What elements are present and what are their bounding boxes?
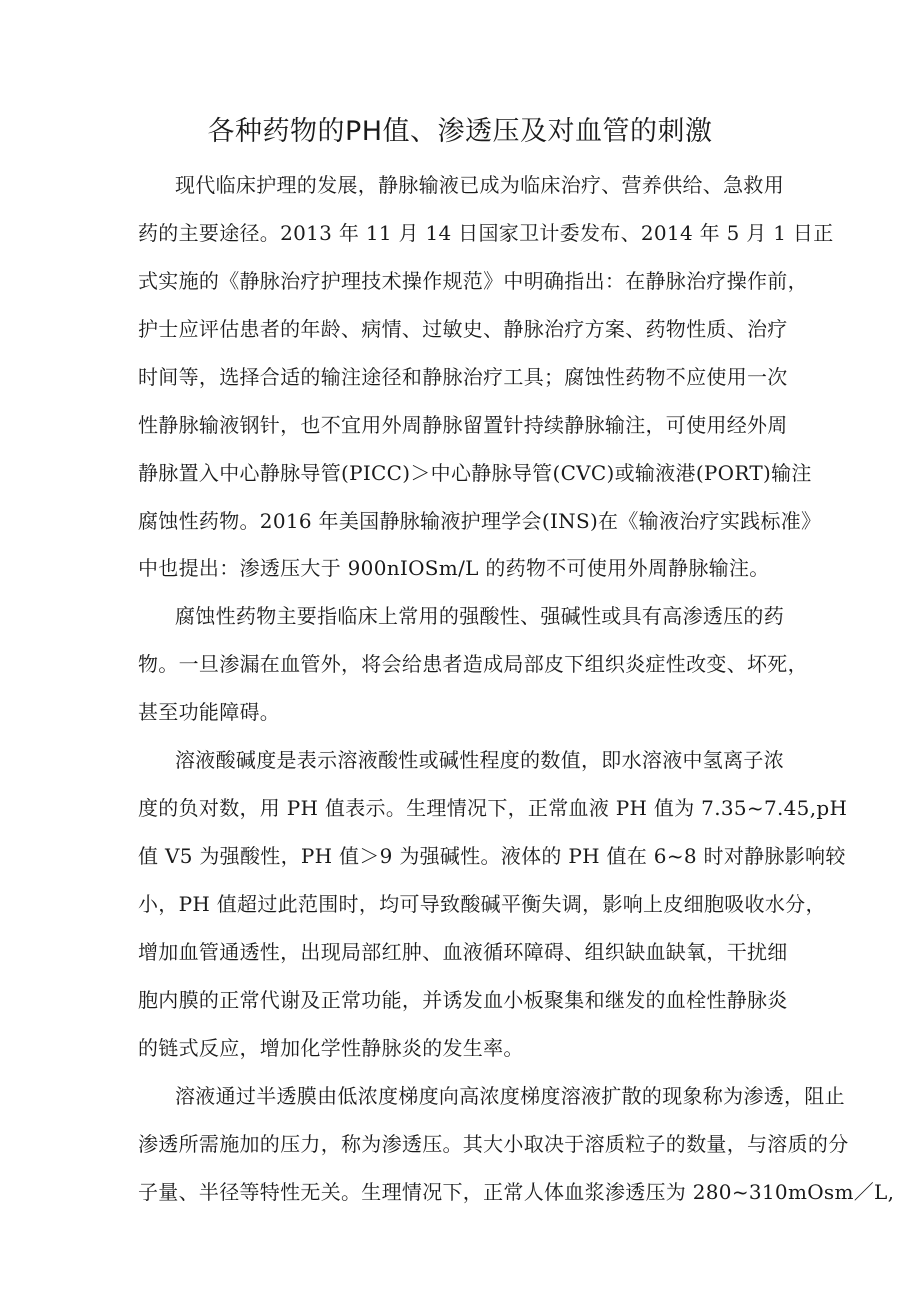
paragraph-3-line-6: 胞内膜的正常代谢及正常功能，并诱发血小板聚集和继发的血栓性静脉炎 (138, 988, 788, 1012)
paragraph-1-line-8: 腐蚀性药物。2016 年美国静脉输液护理学会(INS)在《输液治疗实践标准》 (138, 509, 822, 533)
document-title: 各种药物的PH值、渗透压及对血管的刺激 (207, 116, 713, 147)
paragraph-4-line-2: 渗透所需施加的压力，称为渗透压。其大小取决于溶质粒子的数量，与溶质的分 (138, 1132, 849, 1156)
paragraph-4-line-3: 子量、半径等特性无关。生理情况下，正常人体血浆渗透压为 280~310mOsm／L, (138, 1180, 895, 1204)
paragraph-3-line-7: 的链式反应，增加化学性静脉炎的发生率。 (138, 1036, 524, 1060)
paragraph-1-line-3: 式实施的《静脉治疗护理技术操作规范》中明确指出：在静脉治疗操作前， (138, 269, 808, 293)
paragraph-1-line-5: 时间等，选择合适的输注途径和静脉治疗工具；腐蚀性药物不应使用一次 (138, 365, 788, 389)
paragraph-1-line-9: 中也提出：渗透压大于 900nIOSm/L 的药物不可使用外周静脉输注。 (138, 556, 770, 580)
paragraph-3-line-3: 值 V5 为强酸性，PH 值＞9 为强碱性。液体的 PH 值在 6~8 时对静脉影响较 (138, 844, 846, 868)
paragraph-1-line-6: 性静脉输液钢针，也不宜用外周静脉留置针持续静脉输注，可使用经外周 (138, 413, 788, 437)
paragraph-2-line-2: 物。一旦渗漏在血管外，将会给患者造成局部皮下组织炎症性改变、坏死， (138, 652, 808, 676)
paragraph-3-line-4: 小，PH 值超过此范围时，均可导致酸碱平衡失调，影响上皮细胞吸收水分， (138, 892, 826, 916)
paragraph-1-line-7: 静脉置入中心静脉导管(PICC)＞中心静脉导管(CVC)或输液港(PORT)输注 (138, 461, 812, 485)
paragraph-2-line-1: 腐蚀性药物主要指临床上常用的强酸性、强碱性或具有高渗透压的药 (175, 604, 784, 628)
paragraph-1-line-4: 护士应评估患者的年龄、病情、过敏史、静脉治疗方案、药物性质、治疗 (138, 317, 788, 341)
paragraph-1-line-1: 现代临床护理的发展，静脉输液已成为临床治疗、营养供给、急救用 (175, 173, 784, 197)
paragraph-3-line-5: 增加血管通透性，出现局部红肿、血液循环障碍、组织缺血缺氧，干扰细 (138, 940, 788, 964)
paragraph-3-line-2: 度的负对数，用 PH 值表示。生理情况下，正常血液 PH 值为 7.35~7.45,pH (138, 796, 848, 820)
paragraph-2-line-3: 甚至功能障碍。 (138, 700, 281, 724)
paragraph-3-line-1: 溶液酸碱度是表示溶液酸性或碱性程度的数值，即水溶液中氢离子浓 (175, 748, 784, 772)
paragraph-1-line-2: 药的主要途径。2013 年 11 月 14 日国家卫计委发布、2014 年 5 月 1 日正 (138, 221, 834, 245)
paragraph-4-line-1: 溶液通过半透膜由低浓度梯度向高浓度梯度溶液扩散的现象称为渗透，阻止 (175, 1084, 845, 1108)
